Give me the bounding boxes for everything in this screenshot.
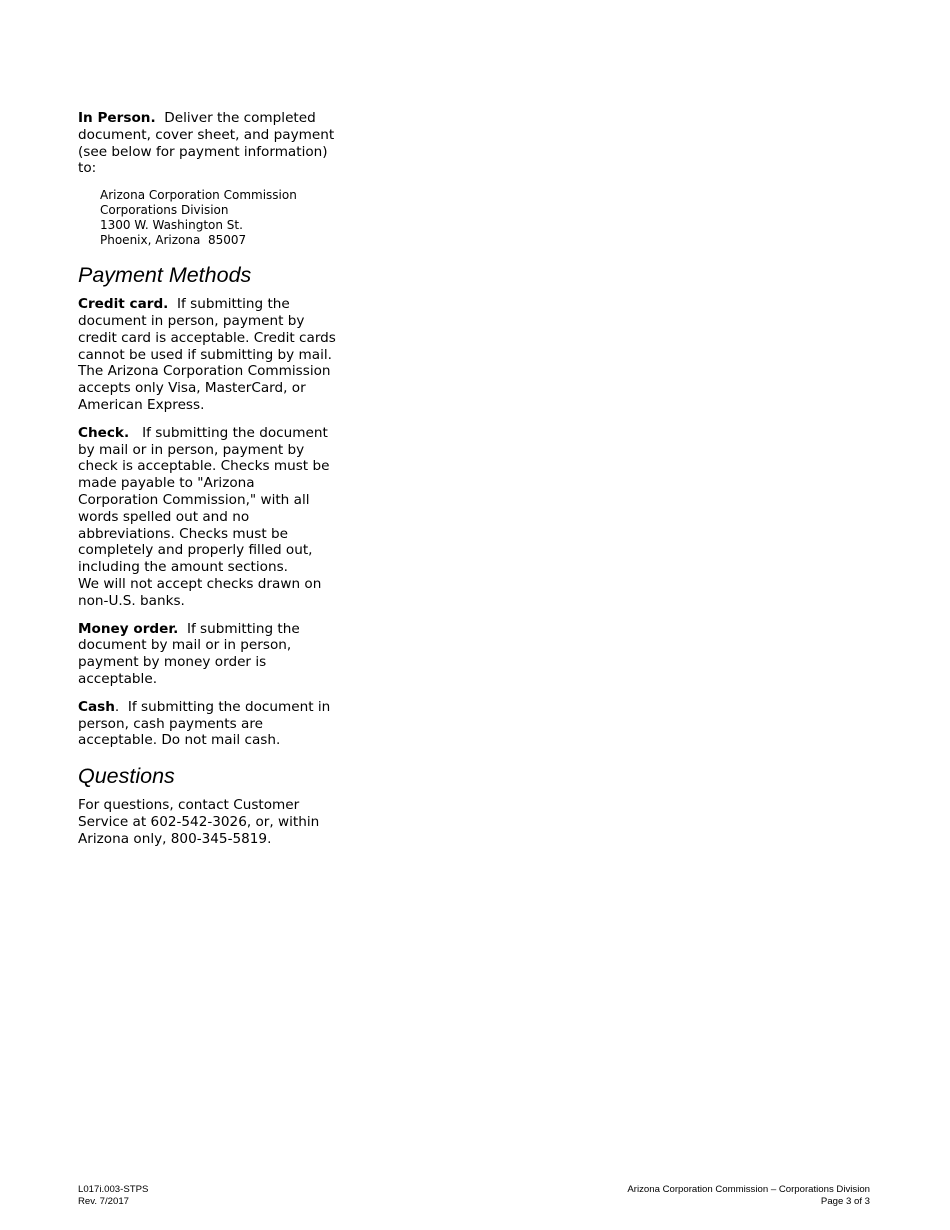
money-order-lead: Money order. (78, 620, 179, 637)
page-number: Page 3 of 3 (820, 1196, 870, 1207)
check-lead: Check. (78, 424, 130, 441)
payment-methods-heading: Payment Methods (78, 263, 252, 288)
footer-left (78, 1184, 148, 1208)
cash-paragraph: Cash. If submitting the document in person, cash payments are acceptable. Do not mail cash. (78, 698, 331, 749)
check-text-foreign-banks: We will not accept checks drawn on non-U.S. banks. (78, 575, 322, 609)
footer-right (627, 1184, 870, 1208)
credit-card-paragraph (78, 296, 336, 414)
address-line: Corporations Division (100, 203, 229, 218)
in-person-lead: In Person. (78, 110, 156, 126)
instructions-column (78, 110, 336, 859)
address-line: 1300 W. Washington St. (100, 218, 243, 233)
revision-date: Rev. 7/2017 (78, 1196, 130, 1207)
money-order-paragraph (78, 621, 336, 688)
money-order-text: If submitting the document by mail or in person, payment by money order is acceptable. (78, 620, 300, 687)
check-text: If submitting the document by mail or in person, payment by check is acceptable. Checks must be made payable to "Arizona Corporation Commission," with all words spelled out and no abbreviations. Checks must be completely and properly filled out, including the amount sections. (78, 424, 330, 576)
mailing-address (100, 188, 336, 248)
check-paragraph (78, 425, 336, 610)
address-line: Phoenix, Arizona 85007 (100, 233, 247, 248)
credit-card-text: If submitting the document in person, payment by credit card is acceptable. Credit cards cannot be used if submitting by mail. The Arizona Corporation Commission accepts only Visa, MasterCard, or American Express. (78, 296, 336, 413)
questions-paragraph: For questions, contact Customer Service at 602-542-3026, or, within Arizona only, 800-345-5819. (78, 797, 320, 847)
credit-card-lead: Credit card. (78, 296, 169, 313)
cash-text: If submitting the document in person, cash payments are acceptable. Do not mail cash. (78, 698, 331, 749)
agency-name: Arizona Corporation Commission – Corporations Division (627, 1184, 870, 1195)
questions-heading: Questions (78, 764, 175, 789)
in-person-paragraph (78, 110, 336, 177)
in-person-text: Deliver the completed document, cover sheet, and payment (see below for payment information) to: (78, 110, 335, 177)
form-code: L017i.003-STPS (78, 1184, 149, 1195)
address-line: Arizona Corporation Commission (100, 188, 297, 203)
cash-lead: Cash (78, 698, 115, 715)
